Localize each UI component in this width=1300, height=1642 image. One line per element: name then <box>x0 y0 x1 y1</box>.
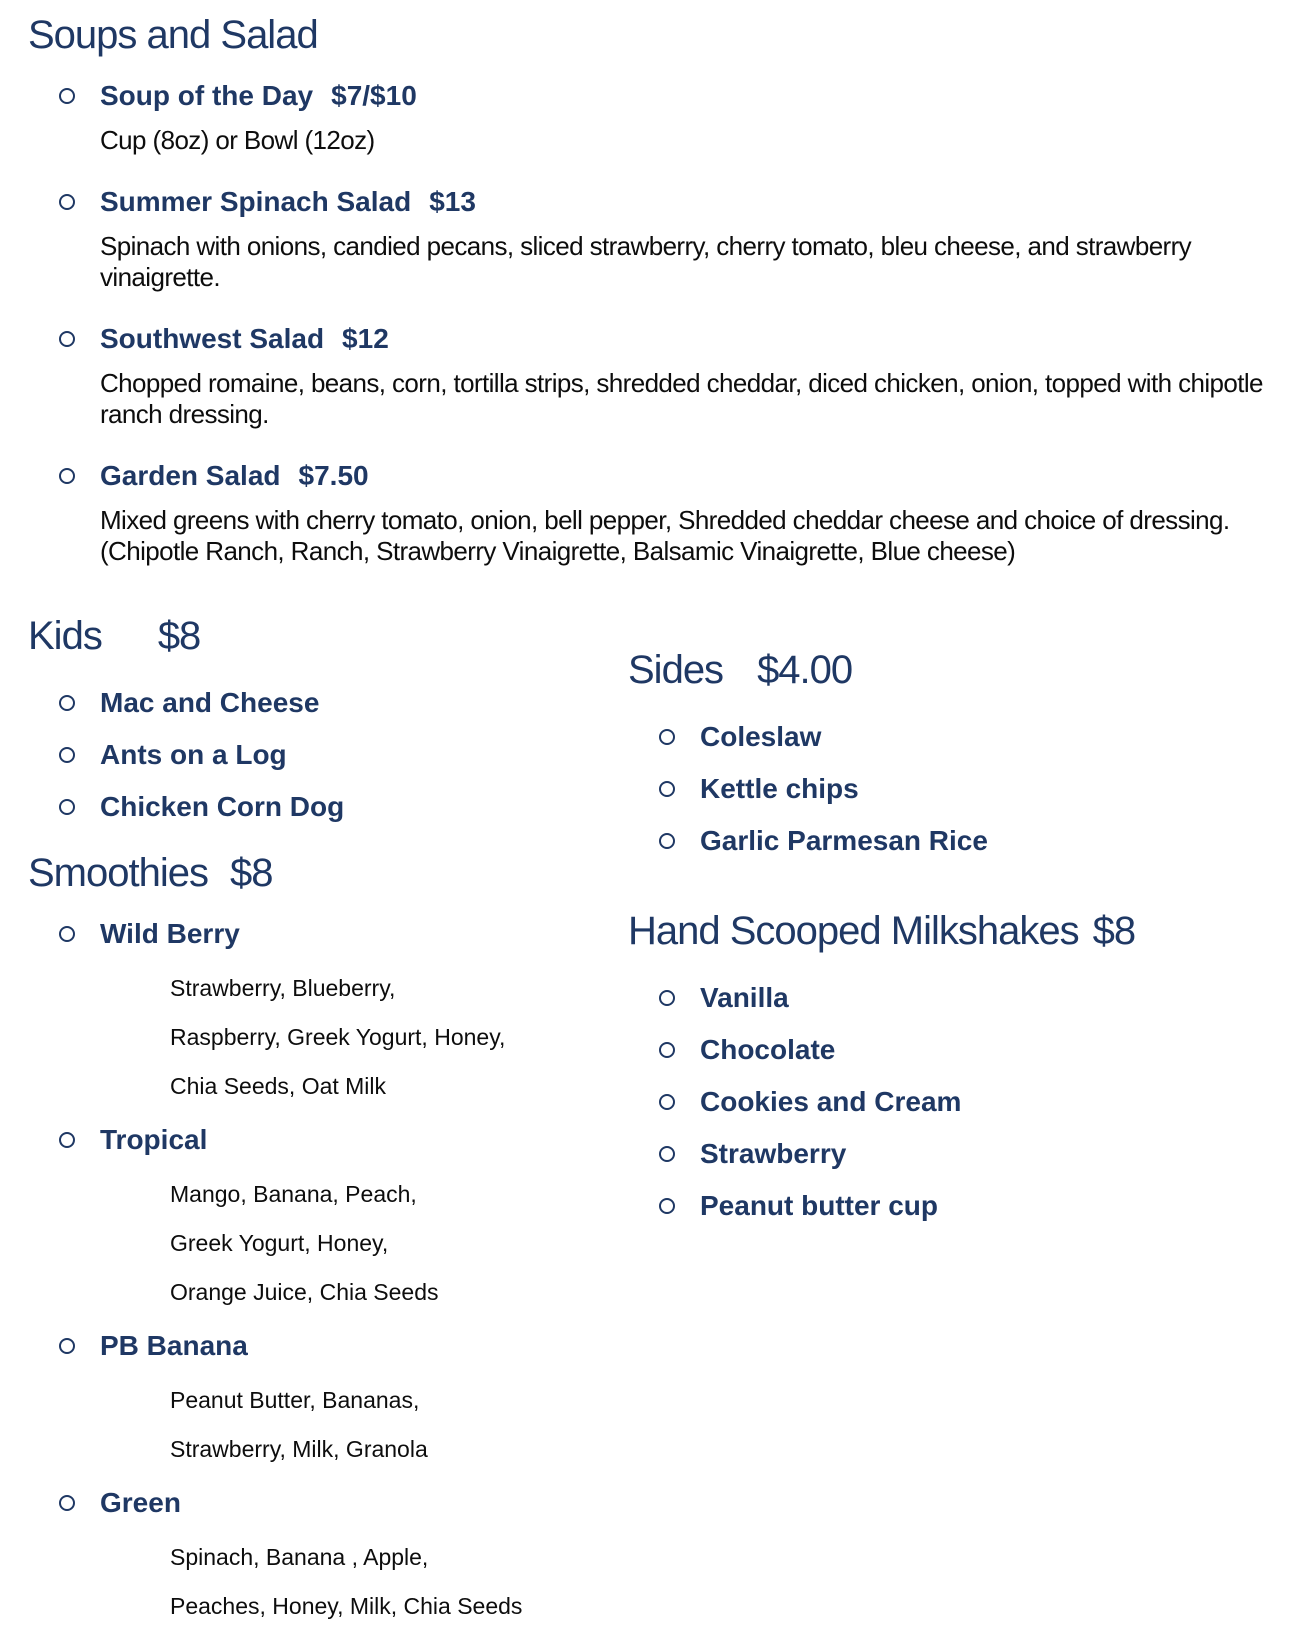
ingredient-line: Spinach, Banana , Apple, <box>170 1544 429 1570</box>
bullet-circle-icon <box>659 781 675 797</box>
menu-item-green <box>28 1485 628 1618</box>
menu-item-row <box>28 916 628 951</box>
item-price: $7/$10 <box>331 80 417 111</box>
item-name: Kettle chips <box>700 773 859 804</box>
section-title-text: Soups and Salad <box>28 13 318 57</box>
menu-item-tropical <box>28 1122 628 1304</box>
section-kids <box>28 613 628 824</box>
menu-item-vanilla <box>628 980 1276 1015</box>
ingredient-line: Orange Juice, Chia Seeds <box>170 1279 439 1305</box>
kids-item-list <box>28 685 628 824</box>
item-name: Summer Spinach Salad <box>100 186 412 217</box>
section-title-text: Hand Scooped Milkshakes <box>628 909 1079 953</box>
menu-item-row <box>28 78 1276 113</box>
item-name: Garlic Parmesan Rice <box>700 825 988 856</box>
bullet-circle-icon <box>59 1338 75 1354</box>
item-name: Ants on a Log <box>100 739 287 770</box>
section-price: $8 <box>229 851 273 895</box>
bullet-circle-icon <box>659 1146 675 1162</box>
menu-item-kettle-chips <box>628 771 1276 806</box>
item-name: Soup of the Day <box>100 80 314 111</box>
bullet-circle-icon <box>59 1132 75 1148</box>
menu-item-peanut-butter-cup <box>628 1188 1276 1223</box>
menu-item-ants-on-a-log <box>28 737 628 772</box>
section-title-sides <box>628 647 1276 693</box>
menu-item-mac-and-cheese <box>28 685 628 720</box>
item-description: Mixed greens with cherry tomato, onion, bell pepper, Shredded cheddar cheese and choice of dressing. (Chipotle Ranch, Ranch, Strawberry Vinaigrette, Balsamic Vinaigrette, Blue cheese) <box>100 505 1230 566</box>
menu-item-strawberry <box>628 1136 1276 1171</box>
section-title-soups-and-salad <box>28 12 1276 58</box>
bullet-circle-icon <box>659 1094 675 1110</box>
menu-item-row <box>28 1122 628 1157</box>
item-price: $7.50 <box>298 460 369 491</box>
bullet-circle-icon <box>59 331 75 347</box>
section-title-text: Sides <box>628 648 724 692</box>
ingredient-line: Peaches, Honey, Milk, Chia Seeds <box>170 1593 523 1619</box>
item-name: Vanilla <box>700 982 789 1013</box>
ingredient-line: Mango, Banana, Peach, <box>170 1181 417 1207</box>
menu-item-southwest-salad <box>28 321 1276 430</box>
item-name: Tropical <box>100 1124 208 1155</box>
section-smoothies <box>28 850 628 1618</box>
bullet-circle-icon <box>659 1042 675 1058</box>
menu-item-soup-of-the-day <box>28 78 1276 156</box>
ingredient-line: Greek Yogurt, Honey, <box>170 1230 389 1256</box>
menu-item-row <box>28 1328 628 1363</box>
menu-item-row <box>28 458 1276 493</box>
menu-item-chocolate <box>628 1032 1276 1067</box>
menu-item-row <box>28 321 1276 356</box>
bullet-circle-icon <box>59 695 75 711</box>
item-name: PB Banana <box>100 1330 248 1361</box>
item-name: Cookies and Cream <box>700 1086 962 1117</box>
item-description: Chopped romaine, beans, corn, tortilla strips, shredded cheddar, diced chicken, onion, topped with chipotle ranch dressing. <box>100 368 1263 429</box>
section-price: $8 <box>157 614 201 658</box>
section-milkshakes <box>628 908 1276 1223</box>
item-name: Mac and Cheese <box>100 687 320 718</box>
ingredient-line: Chia Seeds, Oat Milk <box>170 1073 387 1099</box>
bullet-circle-icon <box>59 88 75 104</box>
bullet-circle-icon <box>659 990 675 1006</box>
item-name: Peanut butter cup <box>700 1190 939 1221</box>
ingredient-line: Raspberry, Greek Yogurt, Honey, <box>170 1024 506 1050</box>
bullet-circle-icon <box>59 194 75 210</box>
item-name: Chocolate <box>700 1034 836 1065</box>
menu-item-row <box>28 1485 628 1520</box>
bullet-circle-icon <box>659 1198 675 1214</box>
item-name: Wild Berry <box>100 918 240 949</box>
bullet-circle-icon <box>59 747 75 763</box>
item-name: Green <box>100 1487 181 1518</box>
item-name: Strawberry <box>700 1138 847 1169</box>
menu-item-summer-spinach-salad <box>28 184 1276 293</box>
right-column <box>628 613 1276 1642</box>
bullet-circle-icon <box>59 799 75 815</box>
item-price: $13 <box>429 186 476 217</box>
milkshake-item-list <box>628 980 1276 1223</box>
item-price: $12 <box>342 323 389 354</box>
section-title-milkshakes <box>628 908 1276 954</box>
section-sides <box>628 647 1276 858</box>
item-name: Garden Salad <box>100 460 281 491</box>
ingredient-line: Strawberry, Blueberry, <box>170 975 396 1001</box>
menu-item-chicken-corn-dog <box>28 789 628 824</box>
item-name: Coleslaw <box>700 721 822 752</box>
bullet-circle-icon <box>59 468 75 484</box>
menu-item-wild-berry <box>28 916 628 1098</box>
section-price: $4.00 <box>757 648 853 692</box>
sides-item-list <box>628 719 1276 858</box>
ingredient-line: Strawberry, Milk, Granola <box>170 1436 428 1462</box>
section-title-kids <box>28 613 628 659</box>
ingredient-line: Peanut Butter, Bananas, <box>170 1387 420 1413</box>
menu-item-coleslaw <box>628 719 1276 754</box>
section-title-text: Smoothies <box>28 851 208 895</box>
menu-item-garden-salad <box>28 458 1276 567</box>
menu-item-garlic-parmesan-rice <box>628 823 1276 858</box>
bullet-circle-icon <box>659 833 675 849</box>
menu-item-pb-banana <box>28 1328 628 1461</box>
item-description: Spinach with onions, candied pecans, sliced strawberry, cherry tomato, bleu cheese, and strawberry vinaigrette. <box>100 231 1192 292</box>
left-column <box>28 613 628 1642</box>
section-title-text: Kids <box>28 614 102 658</box>
bullet-circle-icon <box>59 1495 75 1511</box>
item-name: Chicken Corn Dog <box>100 791 345 822</box>
two-column-area <box>28 613 1276 1642</box>
section-price: $8 <box>1092 909 1136 953</box>
menu-item-row <box>28 184 1276 219</box>
item-name: Southwest Salad <box>100 323 325 354</box>
bullet-circle-icon <box>59 926 75 942</box>
bullet-circle-icon <box>659 729 675 745</box>
menu-item-cookies-and-cream <box>628 1084 1276 1119</box>
section-soups-and-salad <box>28 12 1276 567</box>
section-title-smoothies <box>28 850 628 896</box>
item-description: Cup (8oz) or Bowl (12oz) <box>100 125 375 155</box>
